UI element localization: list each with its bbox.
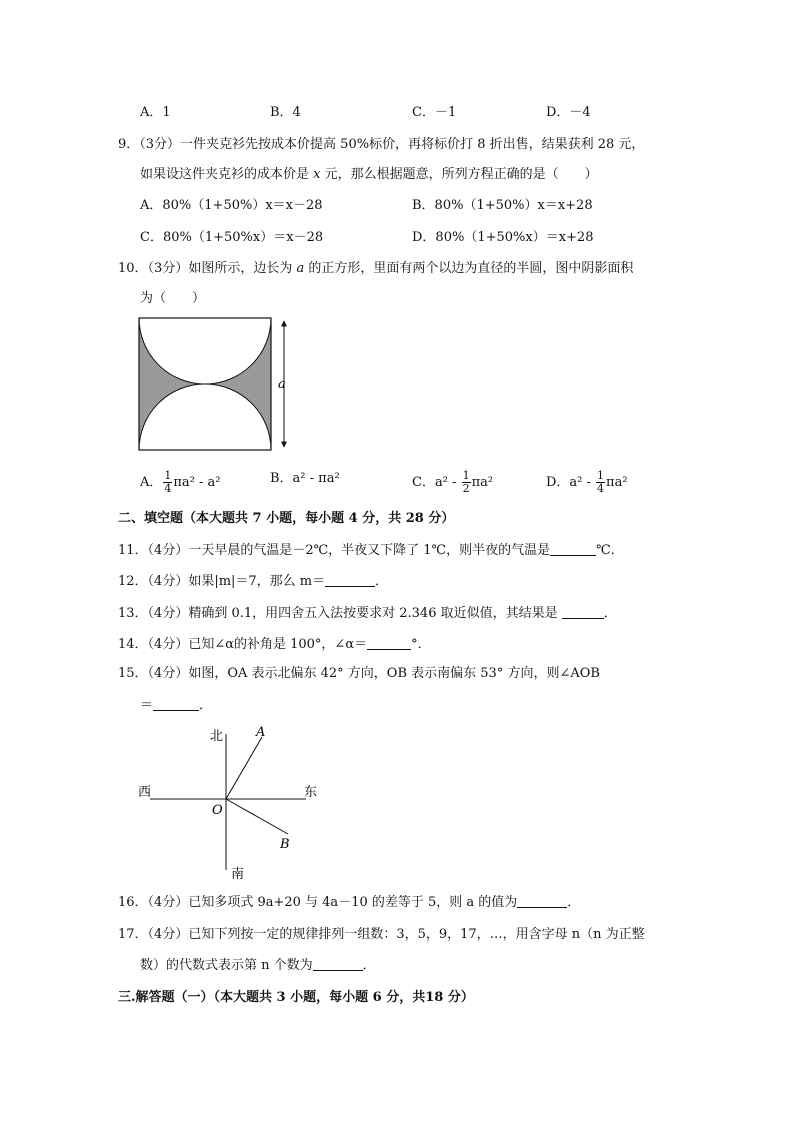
q15-stem-line2: ＝ ． [140,698,213,713]
shaded-region-right [205,318,271,450]
q9-option-d: D．80%（1+50%x）＝x+28 [412,230,594,245]
q8-option-a: A．1 [140,105,171,120]
q17-stem-line1: 17．（4分）已知下列按一定的规律排列一组数：3，5，9，17，…，用含字母 n（n 为正整 [118,927,645,942]
q9-option-c: C．80%（1+50%x）＝x－28 [140,230,324,245]
label-east: 东 [304,785,318,800]
label-o: O [212,803,223,818]
q11: 11．（4分）一天早晨的气温是－2℃，半夜又下降了 1℃，则半夜的气温是 ℃． [118,543,624,558]
q11-answer-blank[interactable] [550,542,596,556]
q17-stem-line2: 数）的代数式表示第 n 个数为 ． [140,958,376,973]
q17-answer-blank[interactable] [313,957,363,971]
q15-answer-blank[interactable] [153,697,199,711]
side-label-a: a [278,377,286,392]
q13: 13．（4分）精确到 0.1，用四舍五入法按要求对 2.346 取近似值，其结果是 ． [118,606,617,621]
q15-stem-line1: 15．（4分）如图，OA 表示北偏东 42° 方向，OB 表示南偏东 53° 方向，则∠AOB [118,666,600,681]
q9-stem-line2: 如果设这件夹克衫的成本价是 x 元，那么根据题意，所列方程正确的是（ ） [140,167,598,182]
q12-answer-blank[interactable] [325,573,375,587]
q16-answer-blank[interactable] [517,894,567,908]
label-west: 西 [138,785,152,800]
q9-stem-line1: 9．（3分）一件夹克衫先按成本价提高 50%标价，再将标价打 8 折出售，结果获利 28 元， [118,137,645,152]
q14-answer-blank[interactable] [367,636,411,650]
q9-option-b: B．80%（1+50%）x＝x+28 [412,198,593,213]
q8-option-b: B．4 [270,105,301,120]
label-south: 南 [231,867,245,882]
section-heading-fill-in: 二、填空题（本大题共 7 小题，每小题 4 分，共 28 分） [118,511,455,526]
ray-oa [226,737,262,799]
shaded-region-left [139,318,205,450]
q10-stem-line2: 为（ ） [140,291,206,306]
q10-stem-line1: 10．（3分）如图所示，边长为 a 的正方形，里面有两个以边为直径的半圆，图中阴影面积 [118,261,634,276]
q15-compass-figure [132,722,342,882]
q10-option-b: B．a² - πa² [270,471,340,486]
label-b: B [280,837,290,852]
q13-answer-blank[interactable] [562,605,604,619]
q9-option-a: A．80%（1+50%）x＝x－28 [140,198,323,213]
q8-option-d: D．－4 [546,105,591,120]
q8-option-c: C．－1 [412,105,457,120]
q16: 16．（4分）已知多项式 9a+20 与 4a－10 的差等于 5，则 a 的值为 ． [118,895,581,910]
q10-option-a: A． $\frac{1}{4}$ πa² - a² [140,469,221,495]
q12: 12．（4分）如果|m|＝7，那么 m＝ ． [118,574,389,589]
q10-option-c: C．a² - $\frac{1}{2}$ πa² [412,469,494,495]
q10-option-d: D．a² - $\frac{1}{4}$ πa² [546,469,628,495]
q14: 14．（4分）已知∠α的补角是 100°，∠α＝ °． [118,637,431,652]
label-a: A [256,725,266,740]
label-north: 北 [210,729,224,744]
ray-ob [226,799,288,834]
section-heading-solutions: 三.解答题（一）（本大题共 3 小题，每小题 6 分，共18 分） [118,990,474,1005]
q10-square-figure [132,312,302,458]
